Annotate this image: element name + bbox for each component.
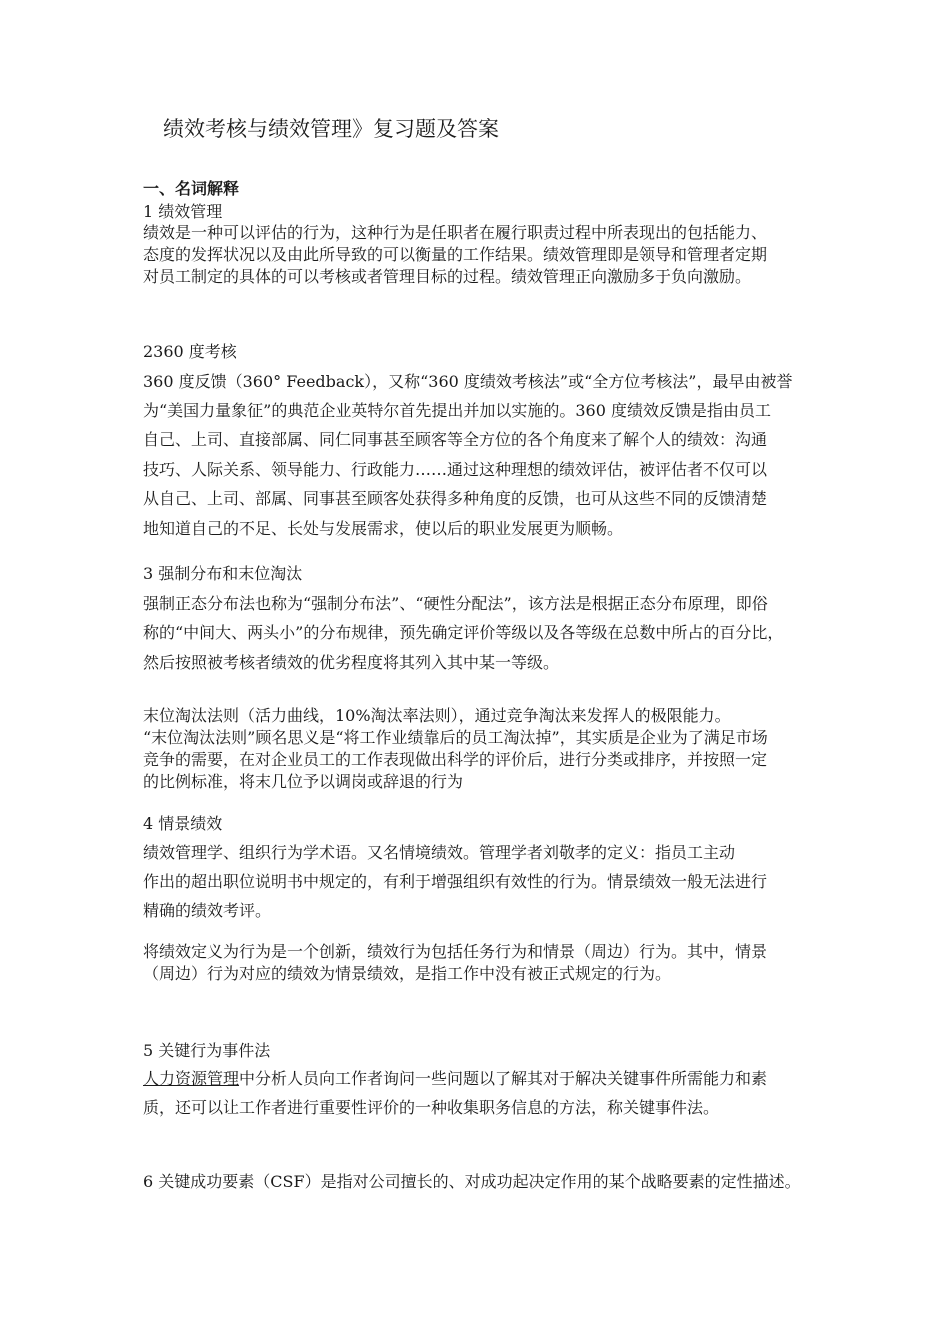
paragraph-line: 从自己、上司、部属、同事甚至顾客处获得多种角度的反馈，也可从这些不同的反馈清楚 [143,489,768,508]
paragraph-line: 的比例标准，将末几位予以调岗或辞退的行为 [143,772,464,791]
paragraph-line: 质，还可以让工作者进行重要性评价的一种收集职务信息的方法，称关键事件法。 [143,1098,720,1117]
term-heading: 5 关键行为事件法 [143,1041,271,1060]
hr-management-link[interactable]: 人力资源管理 [143,1069,240,1088]
paragraph-line [143,1068,767,1090]
paragraph-line: 将绩效定义为行为是一个创新，绩效行为包括任务行为和情景（周边）行为。其中，情景 [143,942,768,961]
term-heading: 4 情景绩效 [143,814,223,833]
paragraph-line: 态度的发挥状况以及由此所导致的可以衡量的工作结果。绩效管理即是领导和管理者定期 [143,245,768,264]
paragraph-line: 称的“中间大、两头小”的分布规律，预先确定评价等级以及各等级在总数中所占的百分比， [143,623,784,642]
term-heading: 3 强制分布和末位淘汰 [143,564,303,583]
term-heading: 1 绩效管理 [143,202,223,221]
paragraph-line: 为“美国力量象征”的典范企业英特尔首先提出并加以实施的。360 度绩效反馈是指由员工 [143,401,771,420]
paragraph-line: 自己、上司、直接部属、同仁同事甚至顾客等全方位的各个角度来了解个人的绩效：沟通 [143,430,768,449]
paragraph-line: 竞争的需要，在对企业员工的工作表现做出科学的评价后，进行分类或排序，并按照一定 [143,750,768,769]
term-heading: 2360 度考核 [143,342,237,361]
paragraph-text: 中分析人员向工作者询问一些问题以了解其对于解决关键事件所需能力和素 [239,1069,768,1088]
paragraph-line: 作出的超出职位说明书中规定的，有利于增强组织有效性的行为。情景绩效一般无法进行 [143,872,768,891]
paragraph-line: 地知道自己的不足、长处与发展需求，使以后的职业发展更为顺畅。 [143,519,624,538]
paragraph-line: （周边）行为对应的绩效为情景绩效，是指工作中没有被正式规定的行为。 [143,964,672,983]
paragraph-line: 对员工制定的具体的可以考核或者管理目标的过程。绩效管理正向激励多于负向激励。 [143,267,752,286]
paragraph-line: 技巧、人际关系、领导能力、行政能力……通过这种理想的绩效评估，被评估者不仅可以 [143,460,768,479]
paragraph-line: 末位淘汰法则（活力曲线，10%淘汰率法则），通过竞争淘汰来发挥人的极限能力。 [143,706,731,725]
paragraph-line: 6 关键成功要素（CSF）是指对公司擅长的、对成功起决定作用的某个战略要素的定性描述。 [143,1172,801,1191]
paragraph-line: 精确的绩效考评。 [143,901,272,920]
paragraph-line: 绩效管理学、组织行为学术语。又名情境绩效。管理学者刘敬孝的定义：指员工主动 [143,843,736,862]
paragraph-line: 360 度反馈（360° Feedback），又称“360 度绩效考核法”或“全方位考核法”，最早由被誉 [143,372,793,391]
paragraph-line: 然后按照被考核者绩效的优劣程度将其列入其中某一等级。 [143,653,560,672]
document-title: 绩效考核与绩效管理》复习题及答案 [163,117,499,141]
paragraph-line: 强制正态分布法也称为“强制分布法”、“硬性分配法”，该方法是根据正态分布原理，即俗 [143,594,768,613]
section-heading: 一、名词解释 [143,179,240,198]
paragraph-line: 绩效是一种可以评估的行为，这种行为是任职者在履行职责过程中所表现出的包括能力、 [143,223,768,242]
paragraph-line: “末位淘汰法则”顾名思义是“将工作业绩靠后的员工淘汰掉”，其实质是企业为了满足市场 [143,728,768,747]
